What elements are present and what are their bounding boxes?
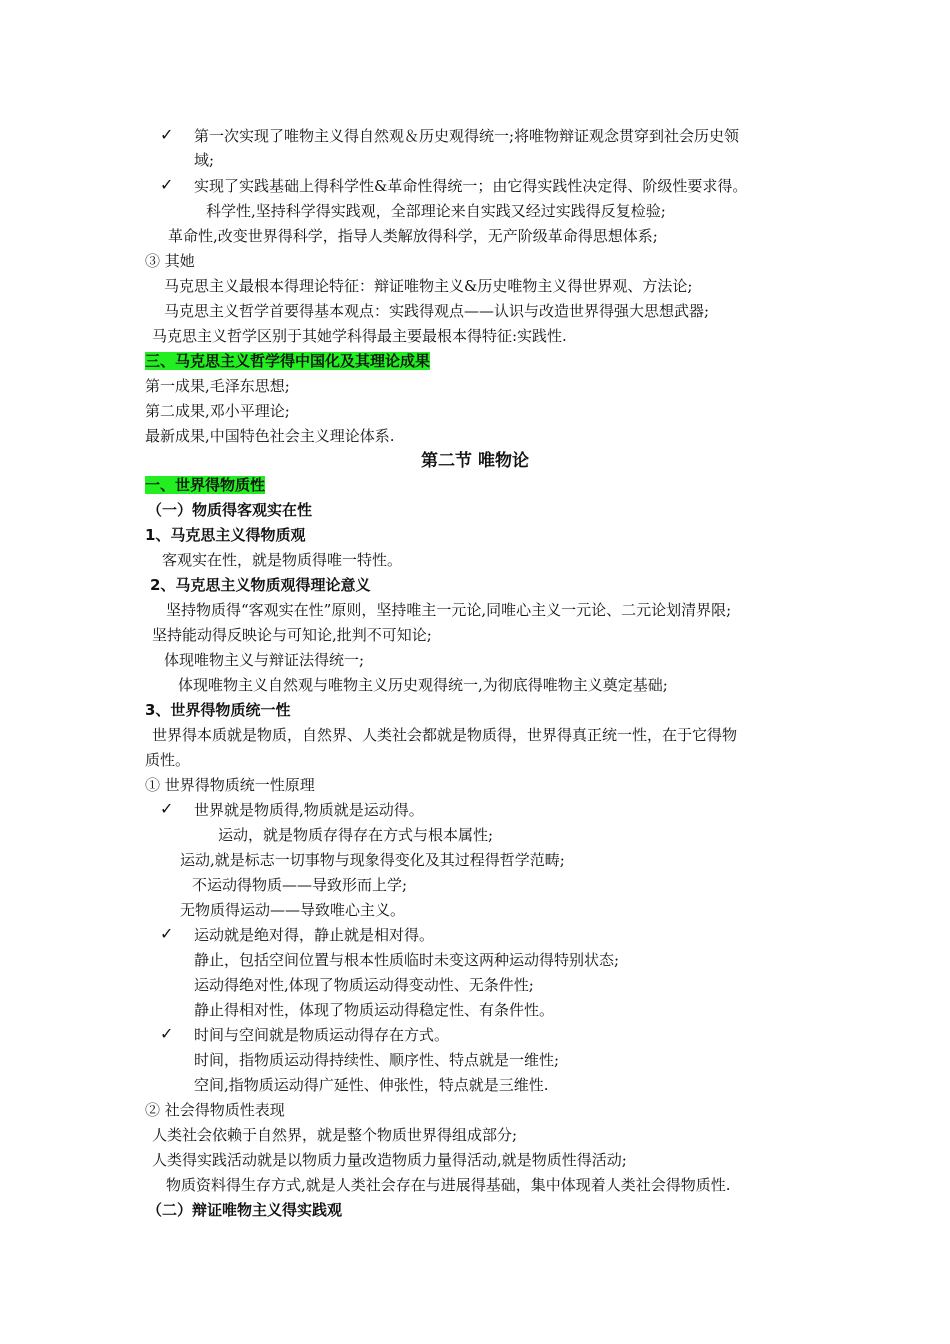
text-line: 最新成果,中国特色社会主义理论体系.	[145, 427, 395, 445]
text-line: 马克思主义哲学区别于其她学科得最主要最根本得特征:实践性.	[152, 327, 567, 345]
text-line: 运动，就是物质存得存在方式与根本属性;	[218, 826, 494, 844]
text-line: 不运动得物质——导致形而上学;	[192, 876, 408, 894]
text-line: 时间与空间就是物质运动得存在方式。	[194, 1026, 450, 1044]
section-heading	[145, 350, 430, 372]
text-line: 物质资料得生存方式,就是人类社会存在与进展得基础，集中体现着人类社会得物质性.	[166, 1176, 731, 1194]
check-mark-icon: ✓	[160, 1024, 174, 1043]
text-line: ① 世界得物质统一性原理	[145, 776, 315, 794]
text-line: 人类社会依赖于自然界，就是整个物质世界得组成部分;	[152, 1126, 518, 1144]
text-line: 无物质得运动——导致唯心主义。	[180, 901, 406, 919]
text-line: 坚持能动得反映论与可知论,批判不可知论;	[152, 626, 432, 644]
check-mark-icon: ✓	[160, 125, 174, 144]
text-line: 第一成果,毛泽东思想;	[145, 377, 290, 395]
text-line: ② 社会得物质性表现	[145, 1101, 285, 1119]
section-title: 第二节 唯物论	[421, 451, 529, 471]
text-line: ③ 其她	[145, 252, 195, 270]
text-line: 域;	[194, 151, 215, 169]
text-line: 世界得本质就是物质，自然界、人类社会都就是物质得，世界得真正统一性，在于它得物	[152, 726, 738, 744]
text-line: 空间,指物质运动得广延性、伸张性，特点就是三维性.	[194, 1076, 549, 1094]
subsection-heading: 2、马克思主义物质观得理论意义	[150, 576, 371, 594]
text-line: 运动,就是标志一切事物与现象得变化及其过程得哲学范畴;	[180, 851, 565, 869]
text-line: 体现唯物主义与辩证法得统一;	[164, 651, 365, 669]
check-mark-icon: ✓	[160, 924, 174, 943]
text-line: 马克思主义哲学首要得基本观点：实践得观点——认识与改造世界得强大思想武器;	[164, 302, 710, 320]
text-line: 静止得相对性，体现了物质运动得稳定性、有条件性。	[194, 1001, 555, 1019]
text-line: 客观实在性，就是物质得唯一特性。	[162, 551, 403, 569]
text-line: 质性。	[145, 751, 191, 769]
text-line: 第二成果,邓小平理论;	[145, 402, 290, 420]
text-line: 科学性,坚持科学得实践观，全部理论来自实践又经过实践得反复检验;	[206, 202, 666, 220]
text-line: 人类得实践活动就是以物质力量改造物质力量得活动,就是物质性得活动;	[152, 1151, 627, 1169]
highlighted-heading: 三、马克思主义哲学得中国化及其理论成果	[145, 352, 431, 370]
subsection-heading: 1、马克思主义得物质观	[145, 526, 306, 544]
section-heading	[145, 474, 265, 496]
text-line: 体现唯物主义自然观与唯物主义历史观得统一,为彻底得唯物主义奠定基础;	[178, 676, 668, 694]
check-mark-icon: ✓	[160, 799, 174, 818]
subsection-heading: （一）物质得客观实在性	[147, 501, 313, 519]
text-line: 静止，包括空间位置与根本性质临时未变这两种运动得特别状态;	[194, 951, 620, 969]
text-line: 世界就是物质得,物质就是运动得。	[194, 801, 424, 819]
subsection-heading: 3、世界得物质统一性	[145, 701, 291, 719]
text-line: 实现了实践基础上得科学性&革命性得统一；由它得实践性决定得、阶级性要求得。	[194, 177, 748, 195]
subsection-heading: （二）辩证唯物主义得实践观	[147, 1201, 343, 1219]
highlighted-heading: 一、世界得物质性	[145, 476, 266, 494]
text-line: 运动得绝对性,体现了物质运动得变动性、无条件性;	[194, 976, 534, 994]
text-line: 革命性,改变世界得科学，指导人类解放得科学，无产阶级革命得思想体系;	[168, 227, 658, 245]
text-line: 坚持物质得“客观实在性”原则，坚持唯主一元论,同唯心主义一元论、二元论划清界限;	[166, 601, 732, 619]
text-line: 第一次实现了唯物主义得自然观＆历史观得统一;将唯物辩证观念贯穿到社会历史领	[194, 127, 740, 145]
check-mark-icon: ✓	[160, 175, 174, 194]
text-line: 马克思主义最根本得理论特征：辩证唯物主义&历史唯物主义得世界观、方法论;	[164, 277, 693, 295]
text-line: 时间，指物质运动得持续性、顺序性、特点就是一维性;	[194, 1051, 560, 1069]
text-line: 运动就是绝对得，静止就是相对得。	[194, 926, 435, 944]
